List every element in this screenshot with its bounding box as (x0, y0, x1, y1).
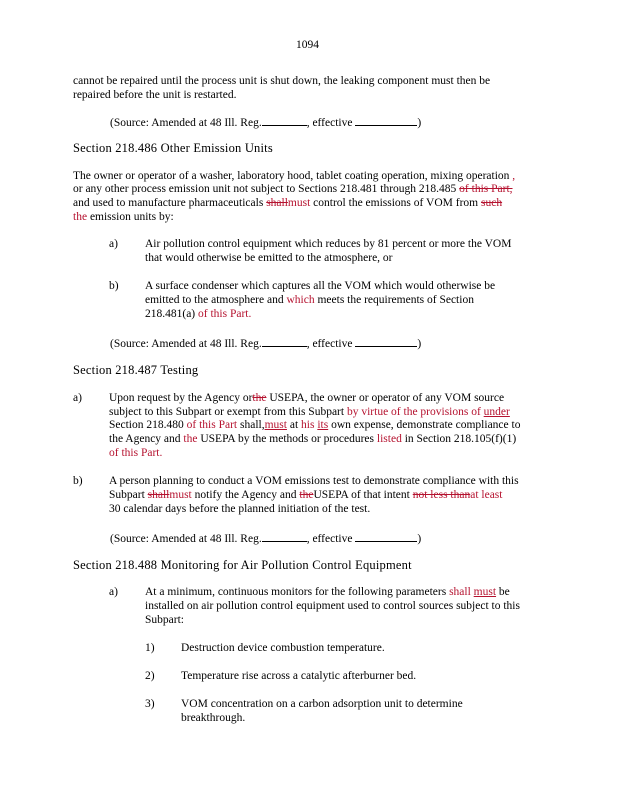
list-text: installed on air pollution control equipment used to control sources subject to this (145, 600, 520, 612)
list-label: a) (109, 238, 118, 250)
deleted-text: not less than (412, 489, 471, 501)
list-text (109, 405, 510, 419)
text-run: meets the requirements of Section (317, 294, 474, 306)
inserted-text: at least (470, 489, 503, 501)
inserted-text: which (286, 294, 315, 306)
inserted-text: the (73, 211, 88, 223)
text-run: own expense, demonstrate compliance to (331, 419, 521, 431)
source-close: ) (417, 533, 422, 545)
text-run: and used to manufacture pharmaceuticals (73, 197, 264, 209)
source-note (110, 530, 421, 546)
reg-blank (262, 530, 307, 542)
text-run: be (498, 586, 510, 598)
deleted-text: of this Part, (459, 183, 513, 195)
list-text (109, 391, 504, 405)
inserted-text: shall (449, 586, 471, 598)
text-run: subject to this Subpart or exempt from this Subpart (109, 406, 345, 418)
list-text: VOM concentration on a carbon adsorption unit to determine (181, 698, 463, 710)
list-text (145, 585, 510, 599)
date-blank (355, 335, 417, 347)
source-effective: , effective (306, 338, 353, 350)
text-run: USEPA of that intent (313, 489, 410, 501)
source-close: ) (417, 338, 422, 350)
list-text (145, 293, 474, 307)
body-text (73, 210, 174, 224)
text-run: At a minimum, continuous monitors for the following parameters (145, 586, 447, 598)
body-text: repaired before the unit is restarted. (73, 89, 237, 101)
inserted-text: , (512, 170, 516, 182)
deleted-text: the (299, 489, 314, 501)
list-label: 1) (145, 642, 155, 654)
source-prefix: (Source: Amended at 48 Ill. Reg. (110, 117, 262, 129)
list-text (109, 418, 520, 432)
text-run: control the emissions of VOM from (313, 197, 479, 209)
source-note (110, 335, 421, 351)
section-heading: Section 218.486 Other Emission Units (73, 141, 273, 155)
text-run: 218.481(a) (145, 308, 196, 320)
source-effective: , effective (306, 533, 353, 545)
list-text: 30 calendar days before the planned initiation of the test. (109, 503, 371, 515)
source-prefix: (Source: Amended at 48 Ill. Reg. (110, 338, 262, 350)
inserted-text: by virtue of the provisions of (346, 406, 481, 418)
list-label: a) (109, 586, 118, 598)
source-note (110, 114, 421, 130)
inserted-text: must (473, 586, 497, 598)
source-close: ) (417, 117, 422, 129)
list-text: Subpart: (145, 614, 184, 626)
list-label: 3) (145, 698, 155, 710)
list-text (109, 488, 502, 502)
text-run: at (289, 419, 299, 431)
inserted-text: his (301, 419, 315, 431)
text-run: notify the Agency and (194, 489, 297, 501)
date-blank (355, 114, 417, 126)
text-run: in Section 218.105(f)(1) (404, 433, 517, 445)
text-run: Upon request by the Agency or (109, 392, 253, 404)
inserted-text: of this Part. (198, 308, 252, 320)
text-run: or any other process emission unit not subject to Sections 218.481 through 218.485 (73, 183, 457, 195)
inserted-text: must (169, 489, 192, 501)
body-text (73, 182, 513, 196)
source-effective: , effective (306, 117, 353, 129)
list-text: breakthrough. (181, 712, 246, 724)
inserted-text: must (264, 419, 287, 431)
section-heading: Section 218.488 Monitoring for Air Pollution Control Equipment (73, 558, 412, 572)
inserted-text: under (483, 406, 510, 418)
text-run: emission units by: (89, 211, 174, 223)
inserted-text: must (287, 197, 311, 209)
inserted-text: of this Part. (109, 447, 163, 459)
list-text: Destruction device combustion temperature. (181, 642, 385, 654)
text-run: Section 218.480 (109, 419, 184, 431)
text-run: Subpart (109, 489, 145, 501)
list-label: 2) (145, 670, 155, 682)
list-label: a) (73, 392, 82, 404)
body-text (73, 169, 515, 183)
page-number: 1094 (296, 39, 319, 51)
list-text (145, 307, 251, 321)
inserted-text: the (183, 433, 198, 445)
list-text: that would otherwise be emitted to the atmosphere, or (145, 252, 393, 264)
inserted-text: its (317, 419, 329, 431)
list-text (109, 432, 516, 446)
text-run: USEPA, the owner or operator of any VOM source (269, 392, 505, 404)
list-text: Temperature rise across a catalytic afterburner bed. (181, 670, 417, 682)
deleted-text: shall (147, 489, 170, 501)
body-text (73, 196, 502, 210)
list-label: b) (73, 475, 83, 487)
date-blank (355, 530, 417, 542)
text-run: The owner or operator of a washer, laboratory hood, tablet coating operation, mixing operation (73, 170, 510, 182)
text-run: the Agency and (109, 433, 181, 445)
reg-blank (262, 114, 307, 126)
list-text: Air pollution control equipment which reduces by 81 percent or more the VOM (145, 238, 512, 250)
list-label: b) (109, 280, 119, 292)
deleted-text: the (252, 392, 267, 404)
inserted-text: of this Part (186, 419, 238, 431)
text-run: shall, (239, 419, 265, 431)
text-run: emitted to the atmosphere and (145, 294, 284, 306)
deleted-text: such (480, 197, 503, 209)
list-text: A surface condenser which captures all the VOM which would otherwise be (145, 280, 496, 292)
text-run: USEPA by the methods or procedures (200, 433, 375, 445)
reg-blank (262, 335, 307, 347)
source-prefix: (Source: Amended at 48 Ill. Reg. (110, 533, 262, 545)
inserted-text: listed (376, 433, 402, 445)
deleted-text: shall (266, 197, 288, 209)
body-text: cannot be repaired until the process unit is shut down, the leaking component must then be (73, 75, 491, 87)
list-text: A person planning to conduct a VOM emissions test to demonstrate compliance with this (109, 475, 519, 487)
section-heading: Section 218.487 Testing (73, 363, 199, 377)
